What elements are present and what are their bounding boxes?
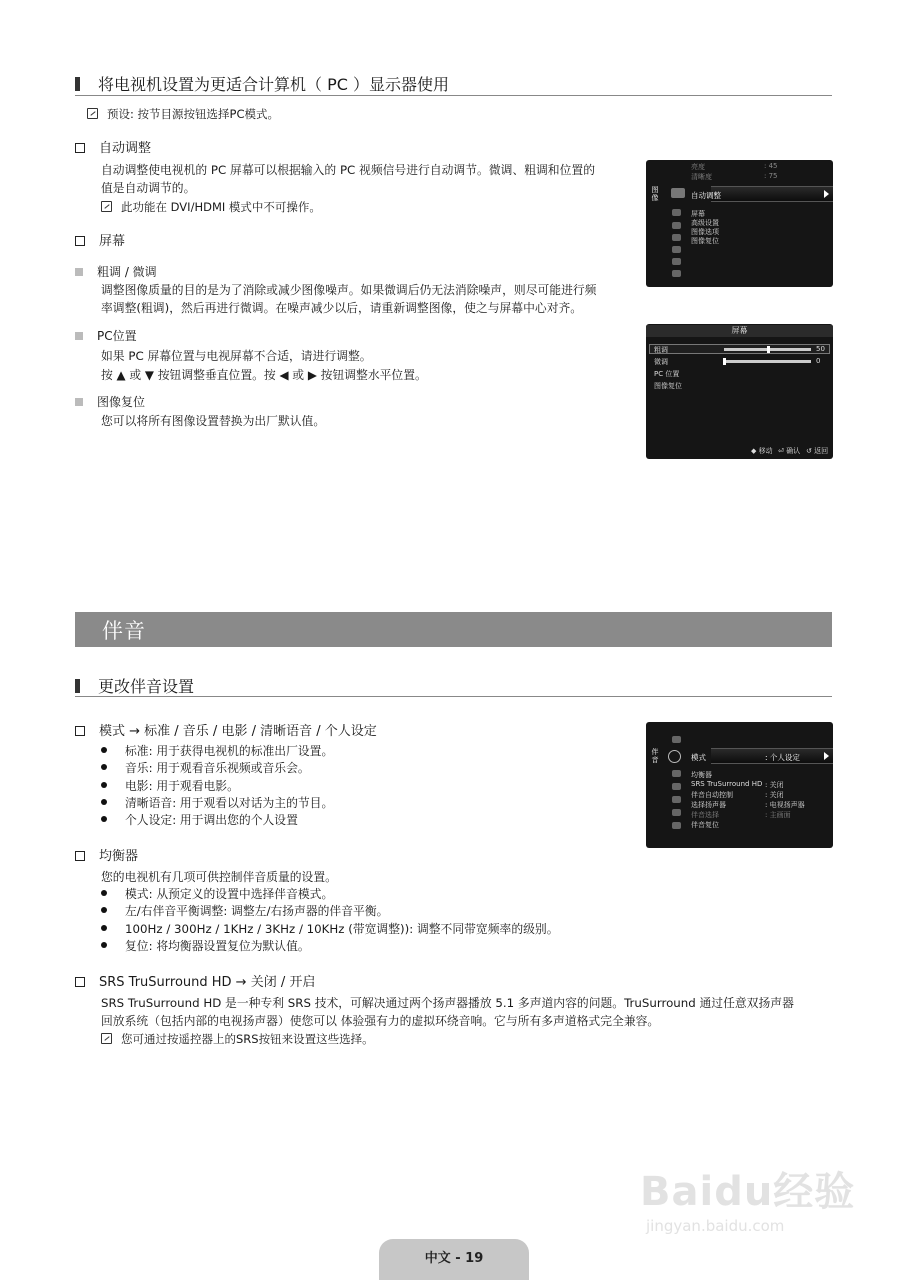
menu-row: 清晰度 (691, 173, 712, 181)
coarse-label: 粗调 (654, 346, 668, 354)
application-icon (672, 809, 681, 816)
coarse-fine-title: 粗调 / 微调 (75, 263, 157, 281)
menu-highlight[interactable]: 模式 : 个人设定 (711, 748, 833, 764)
menu-highlight[interactable]: 自动调整 (711, 186, 833, 202)
setup-icon (672, 234, 681, 241)
list-item: 清晰语音: 用于观看以对话为主的节目。 (101, 795, 333, 812)
menu-row[interactable]: 均衡器 (691, 771, 712, 779)
list-item: 左/右伴音平衡调整: 调整左/右扬声器的伴音平衡。 (101, 903, 559, 920)
list-item: 电影: 用于观看电影。 (101, 778, 333, 795)
input-icon (672, 246, 681, 253)
support-icon (672, 822, 681, 829)
tv-menu-sound (646, 722, 833, 848)
menu-row-value: : 关闭 (765, 791, 784, 799)
menu-row[interactable]: 伴音自动控制 (691, 791, 733, 799)
menu-row[interactable]: 图像复位 (691, 237, 719, 245)
heading-bar (75, 77, 80, 91)
arrow-right-icon (824, 190, 829, 198)
arrow-right-icon (824, 752, 829, 760)
menu-vertical-tab: 伴音 (651, 748, 659, 764)
checkbox-icon (75, 726, 85, 736)
heading-rule (75, 95, 832, 96)
list-item: 模式: 从预定义的设置中选择伴音模式。 (101, 886, 559, 903)
hint-move: ◆ 移动 (751, 447, 773, 455)
srs-note: 您可通过按遥控器上的SRS按钮来设置这些选择。 (101, 1031, 374, 1048)
fine-label: 微调 (654, 358, 668, 366)
auto-adjust-desc: 自动调整使电视机的 PC 屏幕可以根据输入的 PC 视频信号进行自动调节。微调、粗调和位置的 值是自动调节的。 (101, 163, 595, 195)
equalizer-title: 均衡器 (75, 848, 138, 866)
menu-row-value: : 主画面 (765, 811, 791, 819)
menu-row[interactable]: PC 位置 (654, 370, 680, 378)
picture-icon (672, 736, 681, 743)
checkbox-icon (75, 977, 85, 987)
coarse-value: 50 (816, 345, 825, 353)
checkbox-icon (75, 236, 85, 246)
menu-row[interactable]: 图像选项 (691, 228, 719, 236)
srs-title: SRS TruSurround HD → 关闭 / 开启 (75, 974, 315, 992)
equalizer-desc: 您的电视机有几项可供控制伴音质量的设置。 (101, 870, 337, 884)
menu-row: 亮度 (691, 163, 705, 171)
fine-slider-knob[interactable] (723, 358, 726, 365)
mode-list (101, 743, 333, 829)
equalizer-list (101, 886, 559, 955)
menu-row-value: : 45 (764, 162, 778, 170)
coarse-slider-knob[interactable] (767, 346, 770, 353)
srs-desc: SRS TruSurround HD 是一种专利 SRS 技术，可解决通过两个扬声器播放 5.1 多声道内容的问题。TruSurround 通过任意双扬声器 回放系统（包括内部的电视扬声器）使您可以 体验强有力的虚拟环绕音响。它与所有多声道格式完全兼容。 (101, 996, 794, 1028)
menu-row[interactable]: SRS TruSurround HD (691, 780, 763, 788)
mode-title: 模式 → 标准 / 音乐 / 电影 / 清晰语音 / 个人设定 (75, 723, 377, 741)
support-icon (672, 270, 681, 277)
checkbox-icon (75, 851, 85, 861)
square-bullet-icon (75, 398, 83, 406)
list-item: 音乐: 用于观看音乐视频或音乐会。 (101, 760, 333, 777)
pc-position-desc: 如果 PC 屏幕位置与电视屏幕不合适，请进行调整。 按 ▲ 或 ▼ 按钮调整垂直位置。按 ◀ 或 ▶ 按钮调整水平位置。 (101, 349, 427, 382)
heading-bar (75, 679, 80, 693)
tv-menu-screen (646, 324, 833, 459)
coarse-fine-desc: 调整图像质量的目的是为了消除或减少图像噪声。如果微调后仍无法消除噪声，则尽可能进行频 率调整(粗调)，然后再进行微调。在噪声减少以后，请重新调整图像，使之与屏幕中心对齐。 (101, 283, 597, 315)
channel-icon (672, 222, 681, 229)
list-item: 标准: 用于获得电视机的标准出厂设置。 (101, 743, 333, 760)
note-icon (87, 108, 98, 119)
square-bullet-icon (75, 268, 83, 276)
fine-slider[interactable] (724, 360, 811, 363)
hint-return: ↺ 返回 (806, 447, 829, 455)
note-icon (101, 201, 112, 212)
auto-adjust-title: 自动调整 (75, 140, 151, 158)
list-item: 100Hz / 300Hz / 1KHz / 3KHz / 10KHz (带宽调整)): 调整不同带宽频率的级别。 (101, 921, 559, 938)
fine-value: 0 (816, 357, 821, 365)
pc-position-title: PC位置 (75, 327, 137, 345)
screen-title: 屏幕 (75, 233, 125, 251)
list-item: 个人设定: 用于调出您的个人设置 (101, 812, 333, 829)
image-reset-desc: 您可以将所有图像设置替换为出厂默认值。 (101, 414, 326, 428)
note-icon (101, 1033, 112, 1044)
menu-row[interactable]: 伴音选择 (691, 811, 719, 819)
menu-vertical-tab: 图像 (651, 186, 659, 202)
hint-enter: ⏎ 确认 (778, 447, 801, 455)
menu-row[interactable]: 屏幕 (691, 210, 705, 218)
menu-row-value: : 75 (764, 172, 778, 180)
sound-section-heading: 更改伴音设置 (75, 674, 194, 697)
menu-row-value: : 电视扬声器 (765, 801, 805, 809)
menu-row[interactable]: 选择扬声器 (691, 801, 726, 809)
menu-row[interactable]: 伴音复位 (691, 821, 719, 829)
square-bullet-icon (75, 332, 83, 340)
channel-icon (672, 770, 681, 777)
menu-row[interactable]: 高级设置 (691, 219, 719, 227)
watermark-brand: Baidu经验 (640, 1169, 856, 1215)
watermark-url: jingyan.baidu.com (646, 1217, 785, 1235)
picture-icon (671, 188, 685, 198)
pc-section-heading (75, 72, 449, 95)
tv-menu-picture (646, 160, 833, 287)
page-number-tab: 中文 - 19 (379, 1239, 529, 1280)
menu-row[interactable]: 图像复位 (654, 382, 682, 390)
application-icon (672, 258, 681, 265)
heading-rule (75, 696, 832, 697)
sound-icon (668, 750, 681, 763)
list-item: 复位: 将均衡器设置复位为默认值。 (101, 938, 559, 955)
watermark (640, 1160, 855, 1235)
pc-heading-text: 将电视机设置为更适合计算机（ PC ）显示器使用 (98, 75, 449, 94)
menu-title: 屏幕 (646, 325, 833, 337)
sound-banner: 伴音 (75, 612, 832, 647)
image-reset-title: 图像复位 (75, 393, 145, 411)
checkbox-icon (75, 143, 85, 153)
pc-preset-note: 预设: 按节目源按钮选择PC模式。 (87, 106, 279, 123)
auto-adjust-note: 此功能在 DVI/HDMI 模式中不可操作。 (101, 199, 321, 216)
menu-row-value: : 关闭 (765, 781, 784, 789)
sound-icon (672, 209, 681, 216)
setup-icon (672, 783, 681, 790)
input-icon (672, 796, 681, 803)
